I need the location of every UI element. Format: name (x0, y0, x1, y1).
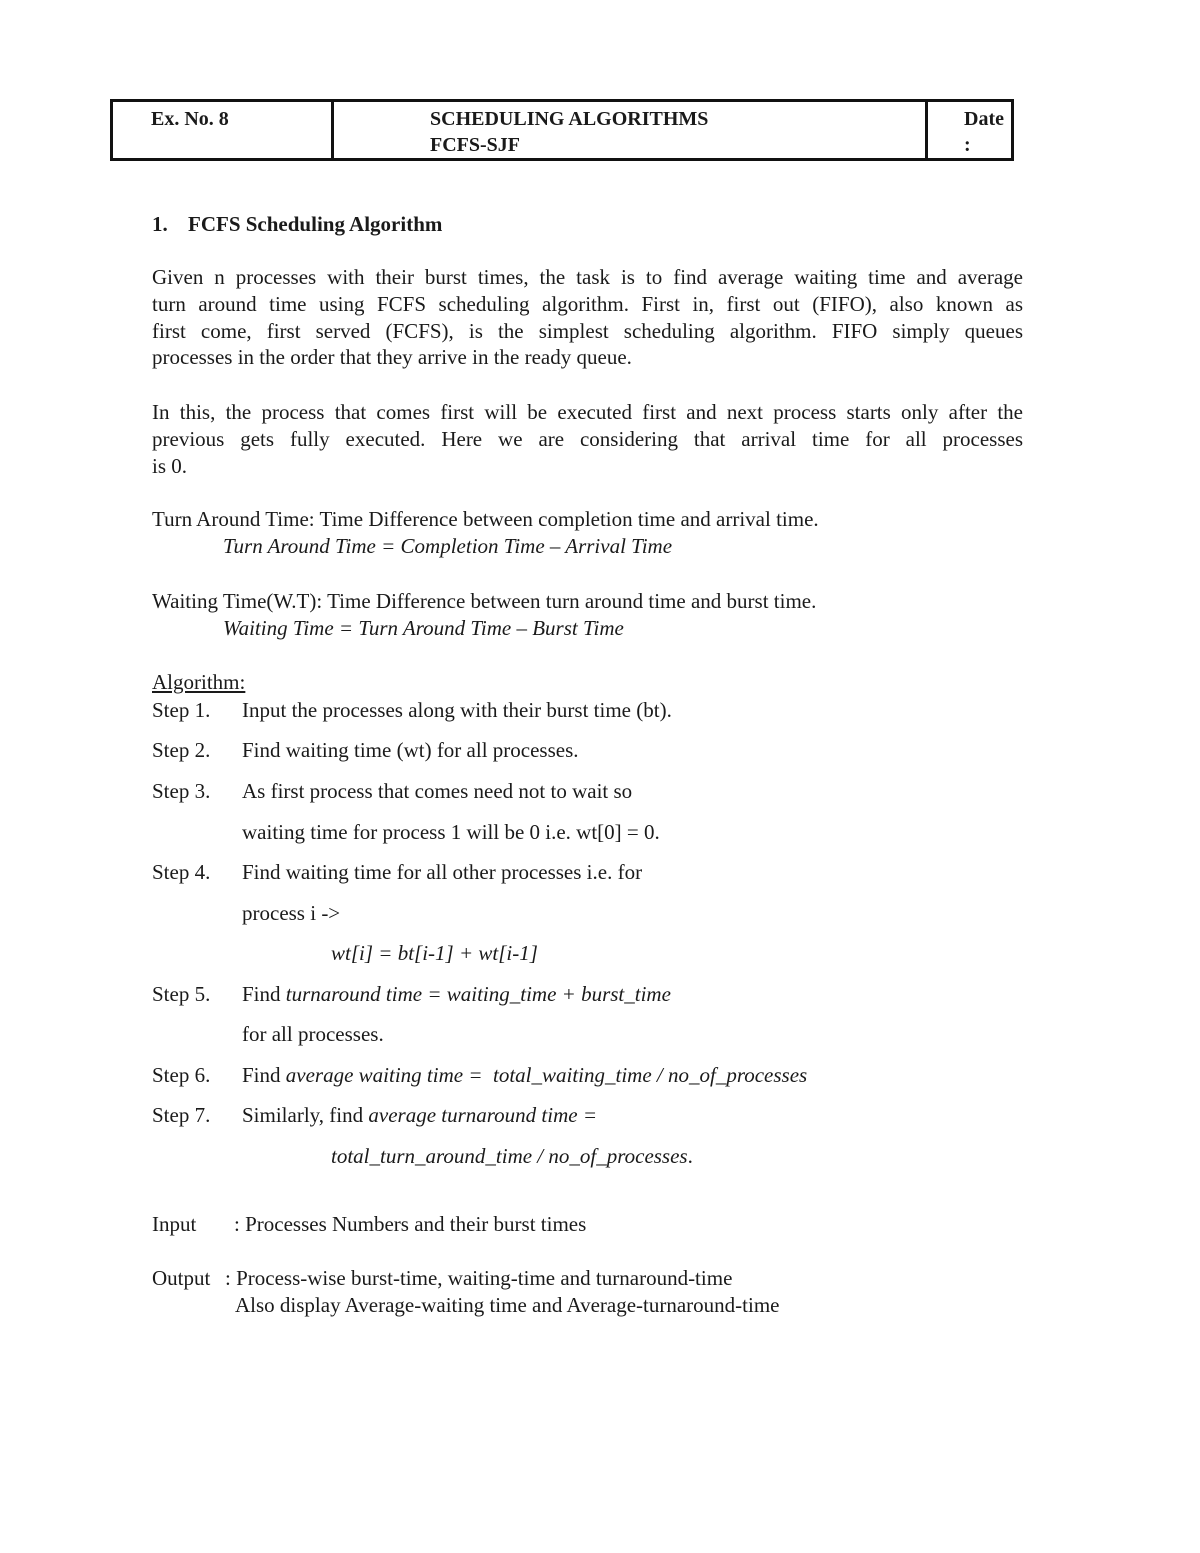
step-6 (152, 1063, 807, 1088)
title-cell (333, 101, 927, 160)
algorithm-heading: Algorithm: (152, 670, 246, 694)
wt-formula: Waiting Time = Turn Around Time – Burst Time (223, 616, 624, 640)
step-5 (152, 982, 671, 1007)
ex-number: Ex. No. 8 (151, 108, 229, 130)
step-4-continuation: process i -> (242, 901, 341, 925)
output-label: Output (152, 1266, 211, 1290)
intro-line: Given n processes with their burst times, the task is to find average waiting time and average (152, 265, 1023, 289)
title-line-2: FCFS-SJF (430, 134, 520, 156)
input-label: Input (152, 1212, 197, 1236)
wt-definition: Waiting Time(W.T): Time Difference between turn around time and burst time. (152, 589, 817, 613)
step-text: Find waiting time for all other processes i.e. for (242, 860, 643, 884)
step-label: Step 7. (152, 1103, 211, 1127)
step-5-continuation: for all processes. (242, 1022, 384, 1046)
output-text: : Process-wise burst-time, waiting-time and turnaround-time (225, 1266, 733, 1290)
title-line-1: SCHEDULING ALGORITHMS (430, 108, 709, 130)
step-4-formula: wt[i] = bt[i-1] + wt[i-1] (331, 941, 538, 965)
input-line (152, 1212, 586, 1237)
step-label: Step 2. (152, 738, 211, 762)
output-continuation: Also display Average-waiting time and Average-turnaround-time (235, 1293, 780, 1317)
date-cell (927, 101, 1013, 160)
section-number: 1. (152, 212, 168, 236)
step-7 (152, 1103, 597, 1128)
step-7-formula-text: total_turn_around_time / no_of_processes (331, 1144, 688, 1168)
date-label: Date : (964, 108, 1004, 156)
step-3 (152, 779, 632, 804)
step-italic-text: average waiting time = total_waiting_time / no_of_processes (285, 1063, 808, 1087)
process-paragraph (152, 399, 1023, 479)
step-4 (152, 860, 642, 885)
step-label: Step 6. (152, 1063, 211, 1087)
step-label: Step 5. (152, 982, 211, 1006)
step-7-formula (331, 1144, 693, 1169)
intro-line: turn around time using FCFS scheduling algorithm. First in, first out (FIFO), also known as (152, 291, 1023, 316)
step-2 (152, 738, 579, 763)
section-heading (152, 212, 442, 237)
header-table (110, 99, 1014, 161)
input-text: : Processes Numbers and their burst times (234, 1212, 587, 1236)
process-line: In this, the process that comes first will be executed first and next process starts only after the (152, 400, 1023, 424)
section-title: FCFS Scheduling Algorithm (188, 212, 443, 236)
intro-line: first come, first served (FCFS), is the simplest scheduling algorithm. FIFO simply queues (152, 318, 1023, 343)
step-italic-text: turnaround time = waiting_time + burst_time (285, 982, 671, 1006)
tat-definition: Turn Around Time: Time Difference between completion time and arrival time. (152, 507, 819, 531)
step-text: Find (242, 982, 286, 1006)
step-1 (152, 698, 672, 723)
step-label: Step 1. (152, 698, 211, 722)
intro-paragraph (152, 264, 1023, 371)
step-text: Similarly, find (242, 1103, 369, 1127)
intro-line: processes in the order that they arrive in the ready queue. (152, 345, 632, 370)
step-7-formula-end: . (687, 1144, 693, 1168)
process-line: is 0. (152, 453, 188, 478)
process-line: previous gets fully executed. Here we are considering that arrival time for all processes (152, 426, 1023, 451)
step-text: Input the processes along with their burst time (bt). (242, 698, 672, 722)
step-text: Find (242, 1063, 286, 1087)
step-italic-text: average turnaround time = (368, 1103, 598, 1127)
ex-number-cell (112, 101, 333, 160)
output-line (152, 1266, 732, 1291)
step-3-continuation: waiting time for process 1 will be 0 i.e. wt[0] = 0. (242, 820, 660, 844)
step-text: As first process that comes need not to wait so (242, 779, 633, 803)
tat-formula: Turn Around Time = Completion Time – Arrival Time (223, 534, 673, 558)
step-label: Step 4. (152, 860, 211, 884)
step-label: Step 3. (152, 779, 211, 803)
step-text: Find waiting time (wt) for all processes. (242, 738, 579, 762)
